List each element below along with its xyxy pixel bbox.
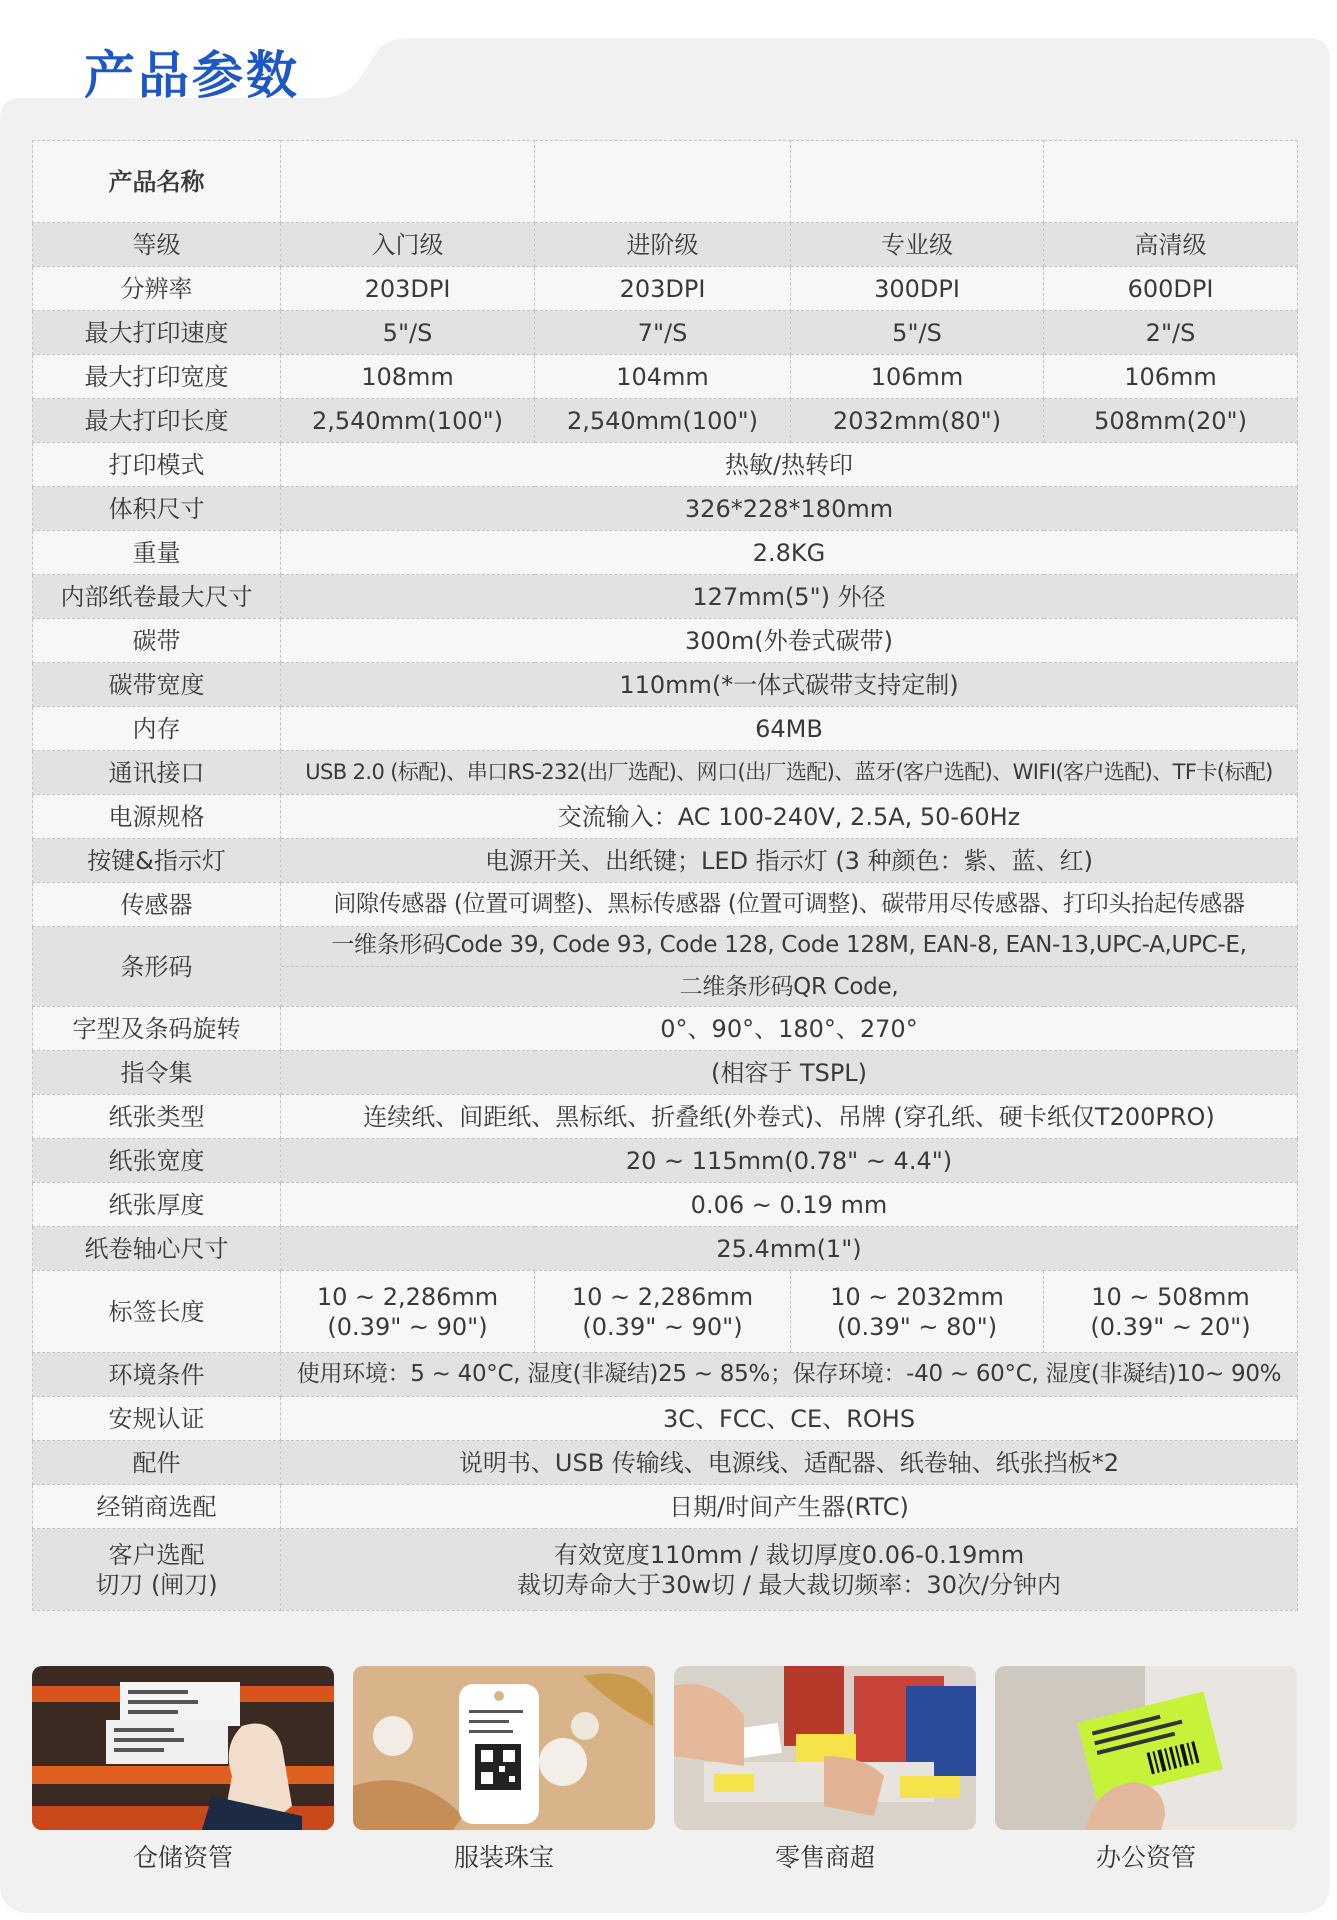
table-cell: 3C、FCC、CE、ROHS <box>281 1397 1298 1441</box>
table-cell: 连续纸、间距纸、黑标纸、折叠纸(外卷式)、吊牌 (穿孔纸、硬卡纸仅T200PRO) <box>281 1095 1298 1139</box>
table-cell: 2.8KG <box>281 531 1298 575</box>
table-row <box>33 311 1298 355</box>
table-row <box>33 707 1298 751</box>
table-row <box>33 1051 1298 1095</box>
row-label <box>33 1529 281 1611</box>
table-cell: 高清级 <box>1044 223 1298 267</box>
table-row <box>33 399 1298 443</box>
table-cell: 2"/S <box>1044 311 1298 355</box>
cell-line: 10 ~ 2032mm <box>830 1282 1004 1311</box>
office-photo <box>995 1666 1297 1830</box>
table-cell: 600DPI <box>1044 267 1298 311</box>
table-cell: USB 2.0 (标配)、串口RS-232(出厂选配)、网口(出厂选配)、蓝牙(客户选配)、WIFI(客户选配)、TF卡(标配) <box>281 751 1298 795</box>
table-row <box>33 223 1298 267</box>
cell-line: (0.39" ~ 90") <box>582 1312 743 1341</box>
row-label: 字型及条码旋转 <box>33 1007 281 1051</box>
table-cell: 电源开关、出纸键；LED 指示灯 (3 种颜色：紫、蓝、红) <box>281 839 1298 883</box>
table-cell: 7"/S <box>535 311 791 355</box>
table-cell <box>281 927 1298 1007</box>
table-cell: 300DPI <box>791 267 1044 311</box>
table-row <box>33 1529 1298 1611</box>
table-cell: 300m(外卷式碳带) <box>281 619 1298 663</box>
table-row <box>33 619 1298 663</box>
table-cell: 5"/S <box>281 311 535 355</box>
jewelry-photo <box>353 1666 655 1830</box>
caption-retail: 零售商超 <box>774 1843 875 1872</box>
table-cell: 508mm(20") <box>1044 399 1298 443</box>
table-cell: 127mm(5") 外径 <box>281 575 1298 619</box>
table-cell: 入门级 <box>281 223 535 267</box>
table-row <box>33 531 1298 575</box>
caption-jewelry: 服装珠宝 <box>453 1843 554 1872</box>
table-row <box>33 1485 1298 1529</box>
row-label: 分辨率 <box>33 267 281 311</box>
row-label: 环境条件 <box>33 1353 281 1397</box>
table-row <box>33 355 1298 399</box>
table-cell: 104mm <box>535 355 791 399</box>
row-label: 等级 <box>33 223 281 267</box>
table-cell <box>535 1271 791 1353</box>
row-label: 纸张宽度 <box>33 1139 281 1183</box>
row-label: 通讯接口 <box>33 751 281 795</box>
page-title: 产品参数 <box>84 47 301 106</box>
table-cell: 间隙传感器 (位置可调整)、黑标传感器 (位置可调整)、碳带用尽传感器、打印头抬起传感器 <box>281 883 1298 927</box>
table-row <box>33 1441 1298 1485</box>
cell-line: 10 ~ 508mm <box>1091 1282 1250 1311</box>
table-cell: 进阶级 <box>535 223 791 267</box>
row-label: 内部纸卷最大尺寸 <box>33 575 281 619</box>
cell-line: 有效宽度110mm / 裁切厚度0.06-0.19mm <box>553 1540 1025 1569</box>
table-cell: 说明书、USB 传输线、电源线、适配器、纸卷轴、纸张挡板*2 <box>281 1441 1298 1485</box>
caption-warehouse: 仓储资管 <box>132 1843 233 1872</box>
product-name-cell <box>1044 141 1298 223</box>
table-cell: 日期/时间产生器(RTC) <box>281 1485 1298 1529</box>
table-cell: 0°、90°、180°、270° <box>281 1007 1298 1051</box>
table-row <box>33 575 1298 619</box>
row-label: 重量 <box>33 531 281 575</box>
barcode-line-1d: 一维条形码Code 39, Code 93, Code 128, Code 128M, EAN-8, EAN-13,UPC-A,UPC-E, <box>281 927 1297 967</box>
cell-line: (0.39" ~ 90") <box>327 1312 488 1341</box>
table-row <box>33 1095 1298 1139</box>
row-label: 产品名称 <box>33 141 281 223</box>
table-cell: 326*228*180mm <box>281 487 1298 531</box>
table-cell: 64MB <box>281 707 1298 751</box>
cell-line: 裁切寿命大于30w切 / 最大裁切频率：30次/分钟内 <box>516 1570 1062 1599</box>
label-line: 客户选配 <box>108 1540 205 1569</box>
table-cell: 2,540mm(100") <box>281 399 535 443</box>
table-cell <box>791 1271 1044 1353</box>
row-label: 配件 <box>33 1441 281 1485</box>
table-cell: (相容于 TSPL) <box>281 1051 1298 1095</box>
cell-line: (0.39" ~ 80") <box>836 1312 998 1341</box>
table-cell <box>281 1529 1298 1611</box>
table-row <box>33 1227 1298 1271</box>
table-cell: 203DPI <box>281 267 535 311</box>
table-row <box>33 1353 1298 1397</box>
application-photos <box>32 1666 1297 1830</box>
table-row <box>33 1271 1298 1353</box>
spec-table <box>32 140 1298 1611</box>
row-label: 安规认证 <box>33 1397 281 1441</box>
table-row <box>33 883 1298 927</box>
table-cell: 2032mm(80") <box>791 399 1044 443</box>
row-label: 条形码 <box>33 927 281 1007</box>
label-line: 切刀 (闸刀) <box>95 1570 218 1599</box>
table-row <box>33 839 1298 883</box>
table-cell: 106mm <box>1044 355 1298 399</box>
row-label: 纸卷轴心尺寸 <box>33 1227 281 1271</box>
table-row <box>33 927 1298 1007</box>
table-cell: 专业级 <box>791 223 1044 267</box>
table-header-row <box>33 141 1298 223</box>
warehouse-photo <box>32 1666 334 1830</box>
retail-photo <box>674 1666 976 1830</box>
barcode-line-2d: 二维条形码QR Code, <box>679 974 899 1000</box>
table-row <box>33 267 1298 311</box>
table-cell: 108mm <box>281 355 535 399</box>
table-cell: 110mm(*一体式碳带支持定制) <box>281 663 1298 707</box>
table-row <box>33 1397 1298 1441</box>
table-cell: 2,540mm(100") <box>535 399 791 443</box>
row-label: 传感器 <box>33 883 281 927</box>
row-label: 内存 <box>33 707 281 751</box>
row-label: 碳带宽度 <box>33 663 281 707</box>
table-row <box>33 1139 1298 1183</box>
product-name-cell <box>535 141 791 223</box>
row-label: 经销商选配 <box>33 1485 281 1529</box>
row-label: 最大打印宽度 <box>33 355 281 399</box>
cell-line: 10 ~ 2,286mm <box>571 1282 754 1311</box>
product-name-cell <box>281 141 535 223</box>
table-cell <box>1044 1271 1298 1353</box>
table-cell: 20 ~ 115mm(0.78" ~ 4.4") <box>281 1139 1298 1183</box>
table-cell: 106mm <box>791 355 1044 399</box>
table-cell: 使用环境：5 ~ 40°C, 湿度(非凝结)25 ~ 85%；保存环境：-40 ~ 60°C, 湿度(非凝结)10~ 90% <box>281 1353 1298 1397</box>
product-name-cell <box>791 141 1044 223</box>
row-label: 最大打印速度 <box>33 311 281 355</box>
row-label: 电源规格 <box>33 795 281 839</box>
row-label: 指令集 <box>33 1051 281 1095</box>
table-cell: 203DPI <box>535 267 791 311</box>
table-cell: 25.4mm(1") <box>281 1227 1298 1271</box>
row-label: 最大打印长度 <box>33 399 281 443</box>
row-label: 标签长度 <box>33 1271 281 1353</box>
row-label: 碳带 <box>33 619 281 663</box>
row-label: 体积尺寸 <box>33 487 281 531</box>
caption-office: 办公资管 <box>1095 1843 1196 1872</box>
table-cell: 热敏/热转印 <box>281 443 1298 487</box>
table-row <box>33 795 1298 839</box>
cell-line: 10 ~ 2,286mm <box>316 1282 499 1311</box>
table-cell: 5"/S <box>791 311 1044 355</box>
row-label: 纸张类型 <box>33 1095 281 1139</box>
table-row <box>33 663 1298 707</box>
table-row <box>33 443 1298 487</box>
table-cell: 0.06 ~ 0.19 mm <box>281 1183 1298 1227</box>
row-label: 纸张厚度 <box>33 1183 281 1227</box>
table-row <box>33 751 1298 795</box>
table-row <box>33 487 1298 531</box>
table-cell: 交流输入：AC 100-240V, 2.5A, 50-60Hz <box>281 795 1298 839</box>
row-label: 按键&指示灯 <box>33 839 281 883</box>
table-row <box>33 1183 1298 1227</box>
cell-line: (0.39" ~ 20") <box>1090 1312 1251 1341</box>
table-cell <box>281 1271 535 1353</box>
table-row <box>33 1007 1298 1051</box>
row-label: 打印模式 <box>33 443 281 487</box>
